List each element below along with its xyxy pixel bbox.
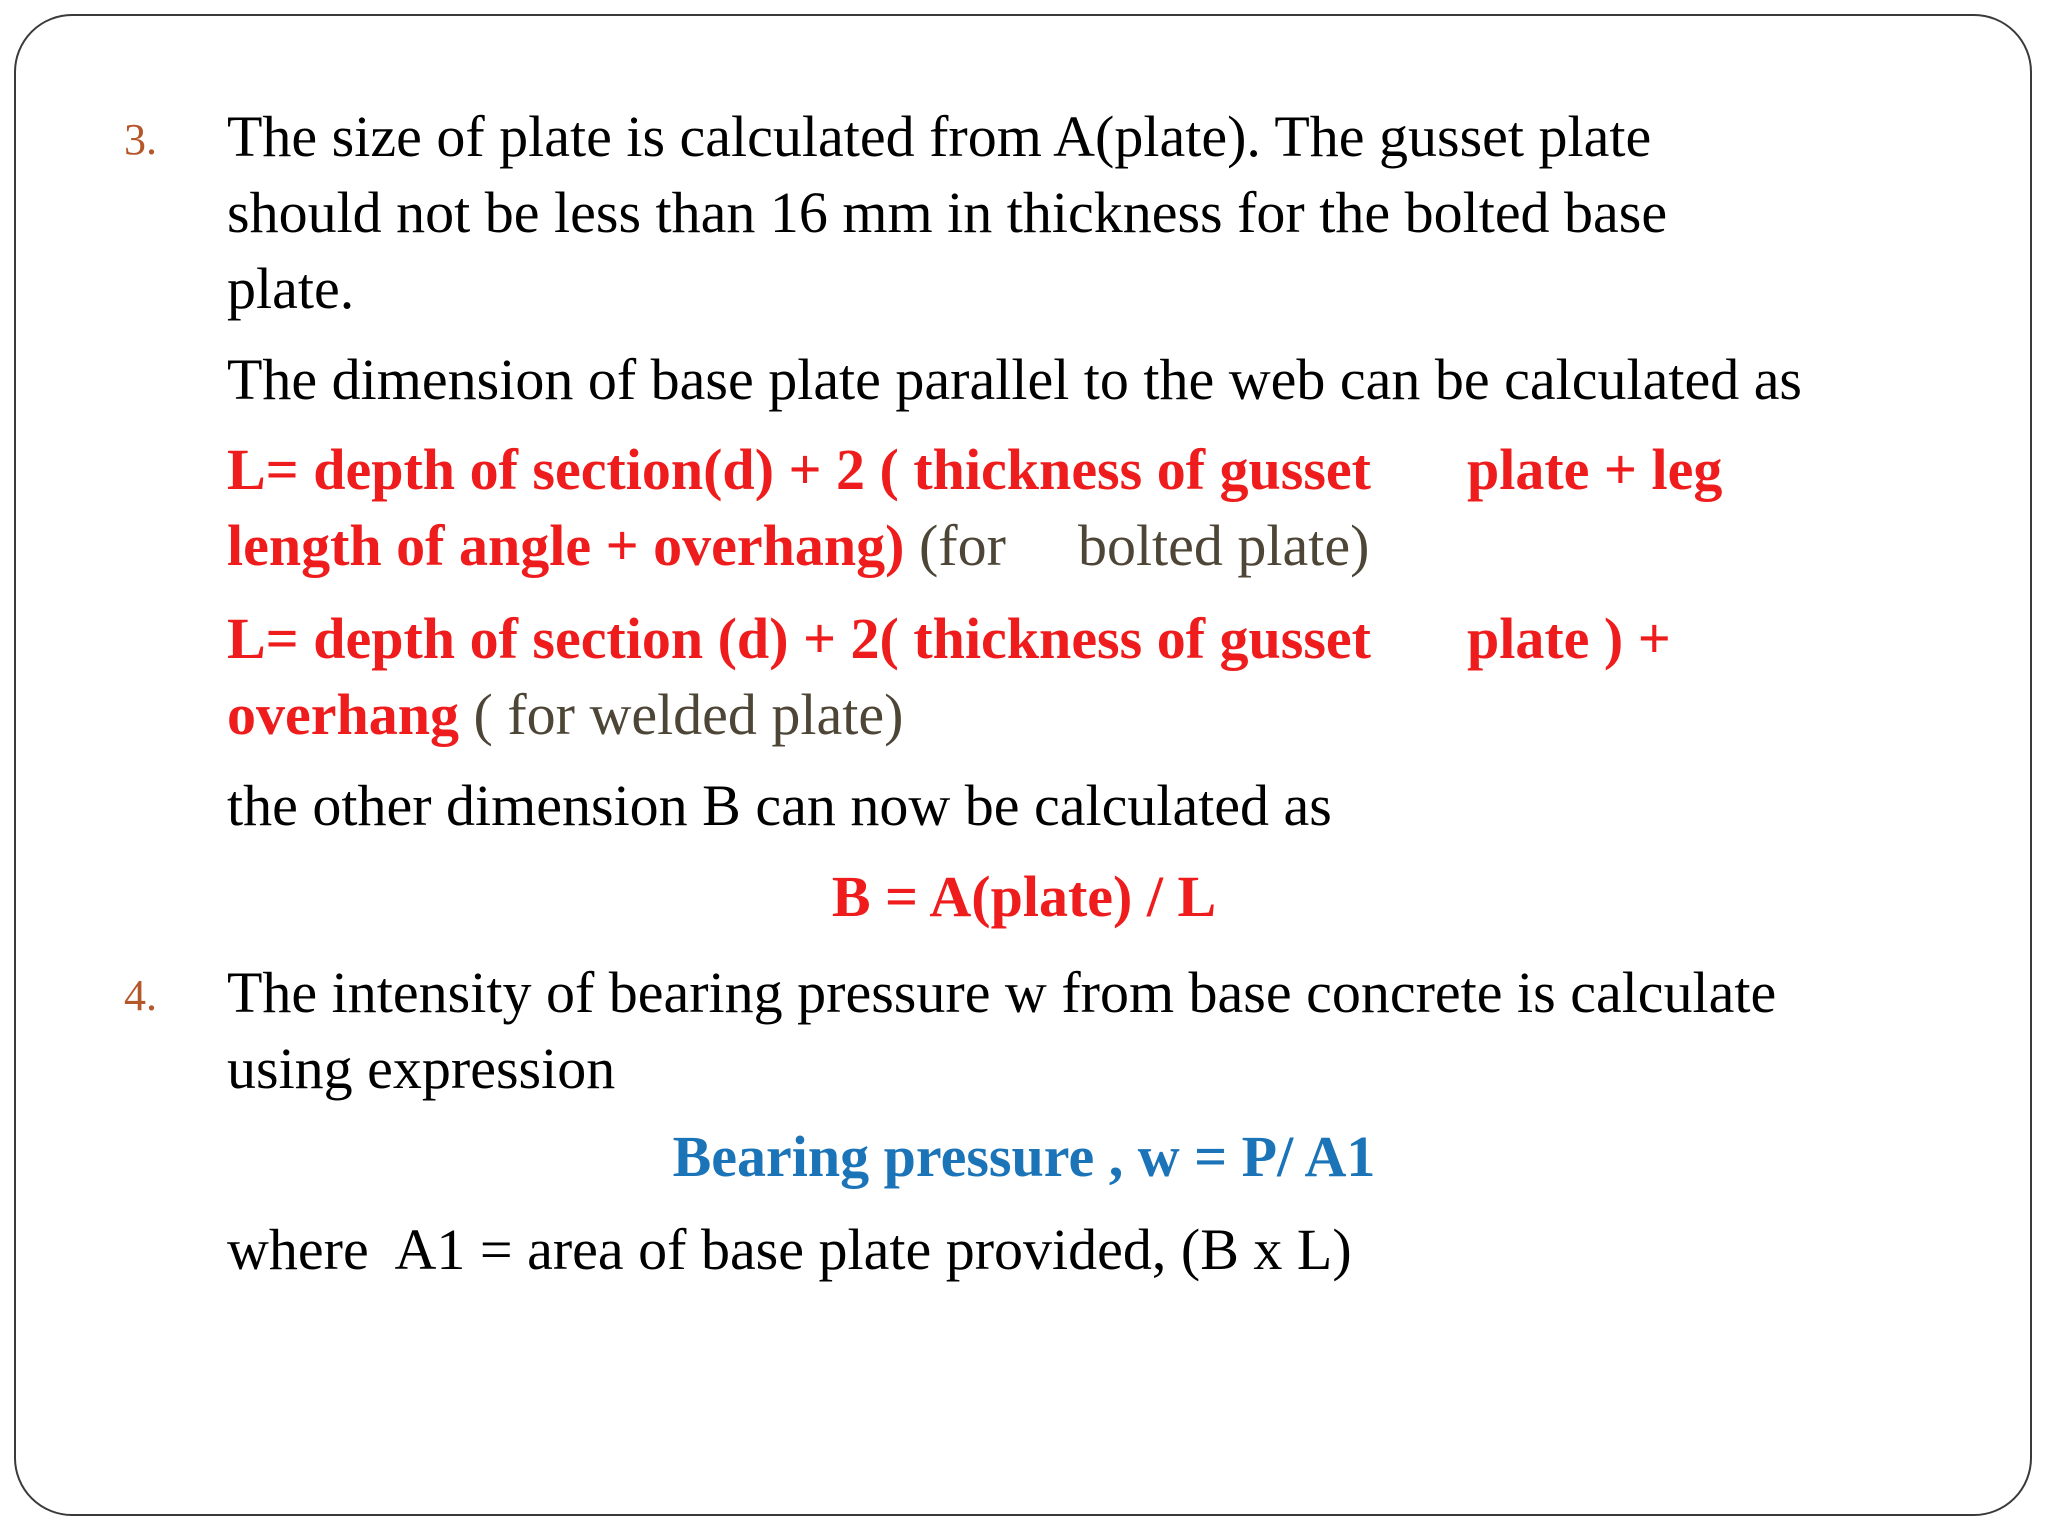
formula-bolted-line1 [227, 432, 1722, 508]
formula-bolted-line2 [227, 508, 1369, 584]
item4-text-line1: The intensity of bearing pressure w from base concrete is calculate [227, 960, 1777, 1025]
formula-welded-part4: ( for welded plate) [473, 682, 904, 747]
item4-text-where: where A1 = area of base plate provided, (B x L) [227, 1217, 1352, 1282]
item3-text-line3: plate. [227, 256, 355, 321]
formula-welded-part2: plate ) + [1466, 606, 1671, 671]
item-number-4: 4. [124, 971, 157, 1020]
item3-text-other-dimension: the other dimension B can now be calculated as [227, 773, 1332, 838]
item3-text-line1: The size of plate is calculated from A(plate). The gusset plate [227, 104, 1652, 169]
formula-b: B = A(plate) / L [831, 864, 1217, 929]
item3-text-line4: The dimension of base plate parallel to the web can be calculated as [227, 347, 1803, 412]
formula-welded-part3: overhang [227, 682, 459, 747]
formula-bolted-part4: (for [918, 513, 1006, 578]
item-number-3: 3. [124, 115, 157, 164]
item3-text-line2: should not be less than 16 mm in thickness for the bolted base [227, 180, 1668, 245]
item4-text-line2: using expression [227, 1036, 616, 1101]
formula-bolted-part3: length of angle + overhang) [227, 513, 905, 578]
formula-welded-line1 [227, 601, 1671, 677]
formula-bolted-part5: bolted plate) [1077, 513, 1370, 578]
formula-bolted-part2: plate + leg [1466, 437, 1723, 502]
formula-bearing-pressure: Bearing pressure , w = P/ A1 [672, 1124, 1376, 1189]
formula-welded-line2 [227, 677, 903, 753]
formula-welded-part1: L= depth of section (d) + 2( thickness of gusset [227, 606, 1371, 671]
formula-bolted-part1: L= depth of section(d) + 2 ( thickness of gusset [227, 437, 1371, 502]
